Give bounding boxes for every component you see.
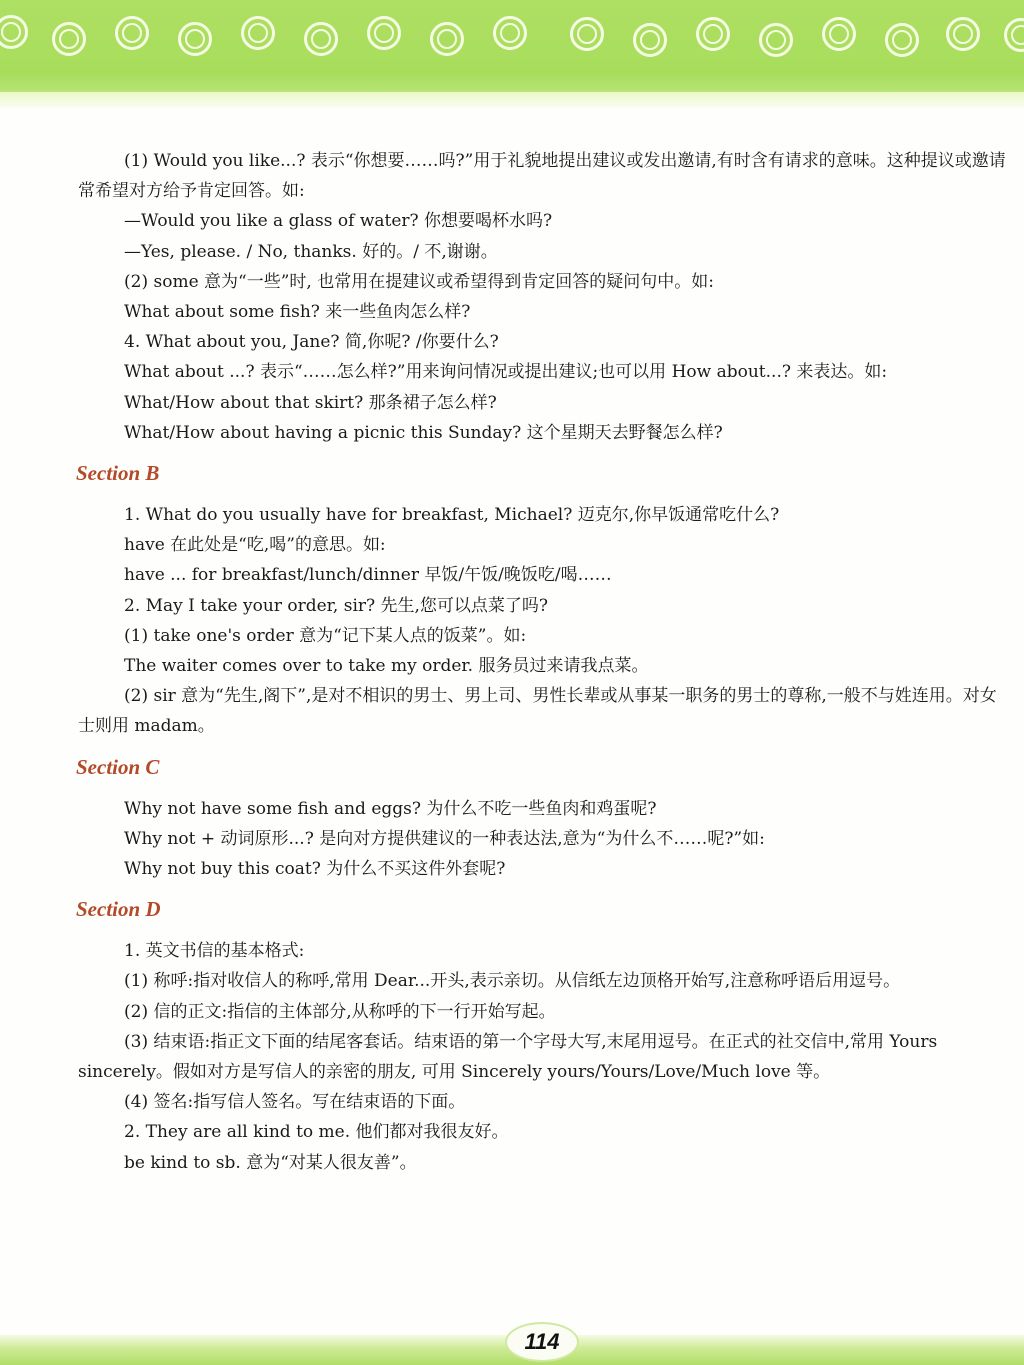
numbered-item: 1. What do you usually have for breakfast, Michael? 迈克尔,你早饭通常吃什么? bbox=[124, 505, 780, 526]
section-c-title: Section C bbox=[76, 754, 160, 779]
ring-icon bbox=[696, 17, 730, 51]
paragraph: have 在此处是“吃,喝”的意思。如: bbox=[124, 535, 386, 556]
header-band bbox=[0, 0, 1024, 92]
ring-icon bbox=[430, 22, 464, 56]
ring-icon bbox=[493, 16, 527, 50]
paragraph: Why not + 动词原形...? 是向对方提供建议的一种表达法,意为“为什么不……呢?”如: bbox=[124, 828, 765, 849]
ring-icon bbox=[885, 23, 919, 57]
ring-icon bbox=[241, 16, 275, 50]
example-line: be kind to sb. 意为“对某人很友善”。 bbox=[124, 1152, 417, 1173]
example-line: What/How about that skirt? 那条裙子怎么样? bbox=[124, 392, 497, 413]
paragraph: (4) 签名:指写信人签名。写在结束语的下面。 bbox=[124, 1092, 466, 1113]
ring-icon bbox=[115, 16, 149, 50]
paragraph: (1) 称呼:指对收信人的称呼,常用 Dear...开头,表示亲切。从信纸左边顶格开始写,注意称呼语后用逗号。 bbox=[124, 971, 901, 992]
section-c bbox=[78, 794, 1012, 885]
paragraph: (2) sir 意为“先生,阁下”,是对不相识的男士、男上司、男性长辈或从事某一职务的男士的尊称,一般不与姓连用。对女士则用 madam。 bbox=[78, 686, 997, 737]
page-number: 114 bbox=[524, 1329, 560, 1354]
paragraph: (2) some 意为“一些”时, 也常用在提建议或希望得到肯定回答的疑问句中。如: bbox=[124, 271, 714, 292]
example-line: What about some fish? 来一些鱼肉怎么样? bbox=[124, 302, 471, 323]
ring-icon bbox=[759, 23, 793, 57]
example-line: —Yes, please. / No, thanks. 好的。/ 不,谢谢。 bbox=[124, 241, 498, 262]
page-number-badge bbox=[505, 1322, 579, 1362]
example-line: The waiter comes over to take my order. 服务员过来请我点菜。 bbox=[124, 656, 649, 677]
section-a-continued bbox=[78, 146, 1012, 448]
numbered-item: 1. 英文书信的基本格式: bbox=[124, 941, 305, 962]
paragraph: What about ...? 表示“……怎么样?”用来询问情况或提出建议;也可以用 How about...? 来表达。如: bbox=[124, 362, 888, 383]
ring-icon bbox=[1004, 18, 1024, 52]
example-line: What/How about having a picnic this Sunday? 这个星期天去野餐怎么样? bbox=[124, 422, 723, 443]
numbered-item: 2. May I take your order, sir? 先生,您可以点菜了吗? bbox=[124, 595, 549, 616]
ring-icon bbox=[633, 23, 667, 57]
paragraph: (1) Would you like...? 表示“你想要……吗?”用于礼貌地提出建议或发出邀请,有时含有请求的意味。这种提议或邀请常希望对方给予肯定回答。如: bbox=[78, 151, 1006, 202]
paragraph: (2) 信的正文:指信的主体部分,从称呼的下一行开始写起。 bbox=[124, 1001, 556, 1022]
numbered-item: 2. They are all kind to me. 他们都对我很友好。 bbox=[124, 1122, 509, 1143]
section-b-title: Section B bbox=[76, 461, 160, 486]
section-b bbox=[78, 500, 1012, 742]
paragraph: (3) 结束语:指正文下面的结尾客套话。结束语的第一个字母大写,末尾用逗号。在正式的社交信中,常用 Yours sincerely。假如对方是写信人的亲密的朋友, 可用 Sincerely yours/Yours/Love/Much love 等。 bbox=[78, 1031, 938, 1083]
ring-icon bbox=[570, 17, 604, 51]
ring-icon bbox=[367, 16, 401, 50]
header-decoration bbox=[0, 0, 1024, 92]
numbered-item: 4. What about you, Jane? 简,你呢? /你要什么? bbox=[124, 332, 499, 353]
ring-icon bbox=[52, 22, 86, 56]
section-d-title: Section D bbox=[76, 897, 161, 922]
ring-icon bbox=[946, 17, 980, 51]
example-line: Why not buy this coat? 为什么不买这件外套呢? bbox=[124, 859, 506, 880]
paragraph: (1) take one's order 意为“记下某人点的饭菜”。如: bbox=[124, 625, 527, 646]
example-line: —Would you like a glass of water? 你想要喝杯水吗? bbox=[124, 211, 553, 232]
example-line: Why not have some fish and eggs? 为什么不吃一些鱼肉和鸡蛋呢? bbox=[124, 798, 657, 819]
ring-icon bbox=[0, 15, 28, 49]
example-line: have ... for breakfast/lunch/dinner 早饭/午饭/晚饭吃/喝…… bbox=[124, 565, 612, 586]
header-fade bbox=[0, 92, 1024, 108]
ring-icon bbox=[178, 22, 212, 56]
page-content bbox=[78, 146, 1012, 1178]
section-d bbox=[78, 936, 1012, 1178]
ring-icon bbox=[304, 22, 338, 56]
ring-icon bbox=[822, 17, 856, 51]
